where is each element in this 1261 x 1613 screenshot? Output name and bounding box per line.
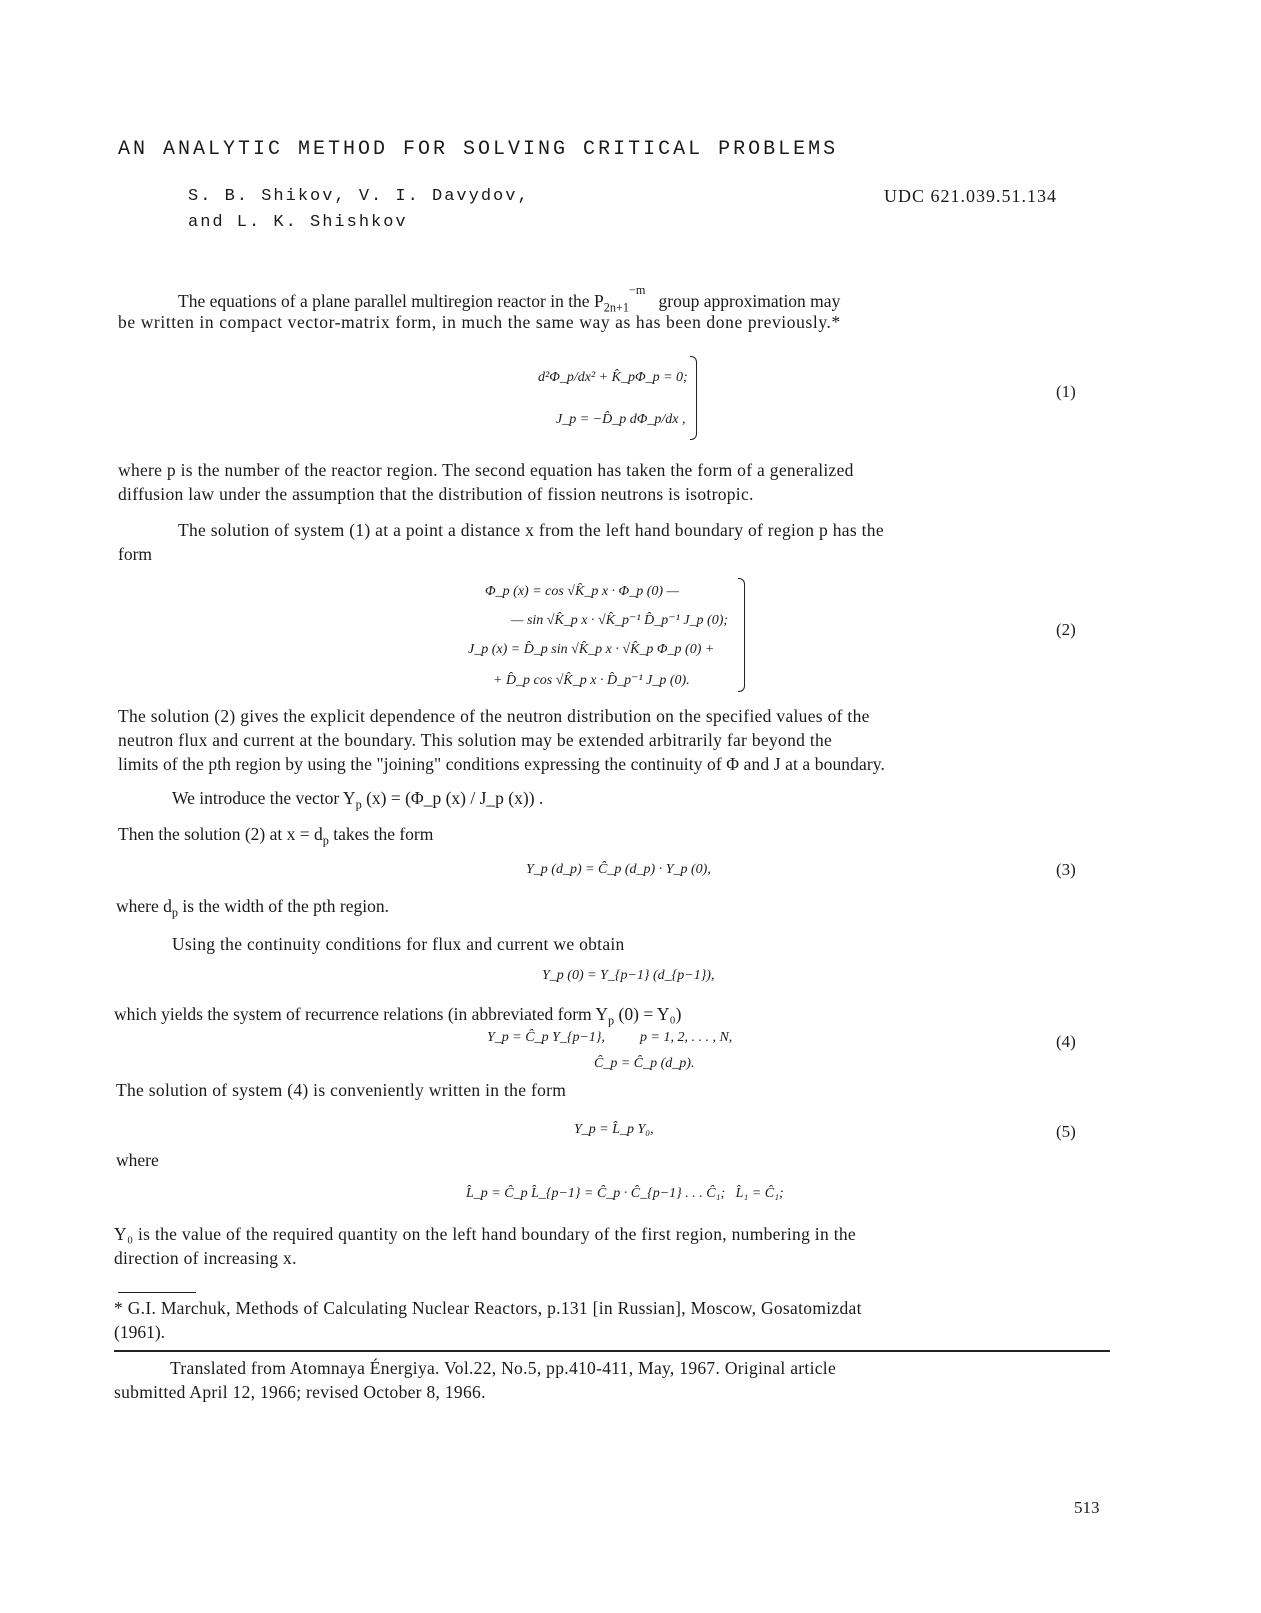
p6-subscript: p	[322, 833, 329, 848]
p6-text: Then the solution (2) at x = d	[118, 824, 323, 844]
equation-2-line-3: J_p (x) = D̂_p sin √K̂_p x · √K̂_p Φ_p (0) +	[468, 642, 715, 657]
paragraph-10: The solution of system (4) is conveniently written in the form	[116, 1080, 567, 1100]
p7-subscript: p	[171, 905, 179, 920]
paragraph-6	[118, 822, 433, 853]
p1-subscript: 2n+1	[603, 300, 629, 315]
p1-superscript: −m	[628, 283, 646, 297]
equation-4-line-2: Ĉ_p = Ĉ_p (d_p).	[594, 1056, 695, 1071]
equation-continuity: Y_p (0) = Y_{p−1} (d_{p−1}),	[542, 968, 715, 983]
p9-text-end: (0) = Y₀)	[618, 1004, 682, 1024]
paper-title: AN ANALYTIC METHOD FOR SOLVING CRITICAL PROBLEMS	[118, 138, 839, 161]
p5-text-end: (x) = (Φ_p (x) / J_p (x)) .	[366, 788, 544, 808]
authors-line-2: and L. K. Shishkov	[188, 213, 408, 232]
p6-text-end: takes the form	[333, 824, 434, 844]
equation-2-line-4: + D̂_p cos √K̂_p x · D̂_p⁻¹ J_p (0).	[493, 673, 690, 688]
p1-text-end: group approximation may	[658, 290, 841, 311]
paragraph-8: Using the continuity conditions for flux and current we obtain	[172, 934, 625, 954]
p5-text: We introduce the vector Y	[172, 788, 356, 808]
p7-text-end: is the width of the pth region.	[182, 896, 389, 916]
equation-2-number: (2)	[1056, 620, 1076, 639]
paragraph-12-line-1: Y₀ is the value of the required quantity on the left hand boundary of the first region, numbering in the	[114, 1224, 856, 1244]
equation-5: Y_p = L̂_p Y₀,	[574, 1122, 654, 1137]
footnote-rule	[118, 1292, 196, 1293]
page-number: 513	[1074, 1498, 1100, 1517]
equation-l: L̂_p = Ĉ_p L̂_{p−1} = Ĉ_p · Ĉ_{p−1} . . . Ĉ₁; L̂₁ = Ĉ₁;	[466, 1186, 784, 1201]
p9-subscript: p	[608, 1013, 615, 1028]
paragraph-3-line-1: The solution of system (1) at a point a distance x from the left hand boundary of region p has the	[178, 520, 884, 540]
paragraph-1-line-2: be written in compact vector-matrix form, in much the same way as has been done previously.*	[118, 312, 841, 332]
equation-1-number: (1)	[1056, 382, 1076, 401]
equation-2-line-1: Φ_p (x) = cos √K̂_p x · Φ_p (0) —	[485, 584, 679, 599]
paragraph-9	[114, 1002, 682, 1033]
paragraph-4-line-1: The solution (2) gives the explicit dependence of the neutron distribution on the specified values of the	[118, 706, 870, 726]
paragraph-4-line-3: limits of the pth region by using the "joining" conditions expressing the continuity of Φ and J at a boundary.	[118, 754, 885, 774]
authors-line-1: S. B. Shikov, V. I. Davydov,	[188, 187, 530, 206]
equation-1-line-1: d²Φ_p/dx² + K̂_pΦ_p = 0;	[538, 370, 688, 385]
equation-4-number: (4)	[1056, 1032, 1076, 1051]
translation-line-1: Translated from Atomnaya Énergiya. Vol.22, No.5, pp.410-411, May, 1967. Original article	[170, 1358, 837, 1378]
p5-subscript: p	[355, 797, 362, 812]
equation-3-number: (3)	[1056, 860, 1076, 879]
udc-code: UDC 621.039.51.134	[884, 186, 1058, 206]
paragraph-12-line-2: direction of increasing x.	[114, 1248, 297, 1268]
paragraph-2-line-1: where p is the number of the reactor region. The second equation has taken the form of a generalized	[118, 460, 854, 480]
equation-2-line-2: — sin √K̂_p x · √K̂_p⁻¹ D̂_p⁻¹ J_p (0);	[511, 613, 729, 628]
footnote-line-1: * G.I. Marchuk, Methods of Calculating Nuclear Reactors, p.131 [in Russian], Moscow, Gosatomizdat	[114, 1298, 862, 1318]
paragraph-11: where	[116, 1150, 159, 1170]
equation-4-line-1: Y_p = Ĉ_p Y_{p−1}, p = 1, 2, . . . , N,	[487, 1030, 733, 1045]
equation-1-line-2: J_p = −D̂_p dΦ_p/dx ,	[556, 412, 686, 427]
equation-5-number: (5)	[1056, 1122, 1076, 1141]
p1-text: The equations of a plane parallel multiregion reactor in the P	[178, 290, 604, 311]
translation-rule	[114, 1350, 1110, 1352]
paragraph-3-line-2: form	[118, 544, 153, 564]
paragraph-5	[172, 786, 543, 817]
p9-text: which yields the system of recurrence relations (in abbreviated form Y	[114, 1004, 609, 1024]
equation-1-brace	[690, 356, 697, 440]
equation-2-brace	[738, 578, 745, 692]
translation-line-2: submitted April 12, 1966; revised October 8, 1966.	[114, 1382, 486, 1402]
paragraph-7	[116, 894, 389, 925]
footnote-line-2: (1961).	[114, 1322, 166, 1342]
paragraph-2-line-2: diffusion law under the assumption that the distribution of fission neutrons is isotropic.	[118, 484, 754, 504]
paragraph-4-line-2: neutron flux and current at the boundary. This solution may be extended arbitrarily far beyond the	[118, 730, 833, 750]
equation-3: Y_p (d_p) = Ĉ_p (d_p) · Y_p (0),	[526, 862, 711, 877]
p7-text: where d	[116, 896, 172, 916]
